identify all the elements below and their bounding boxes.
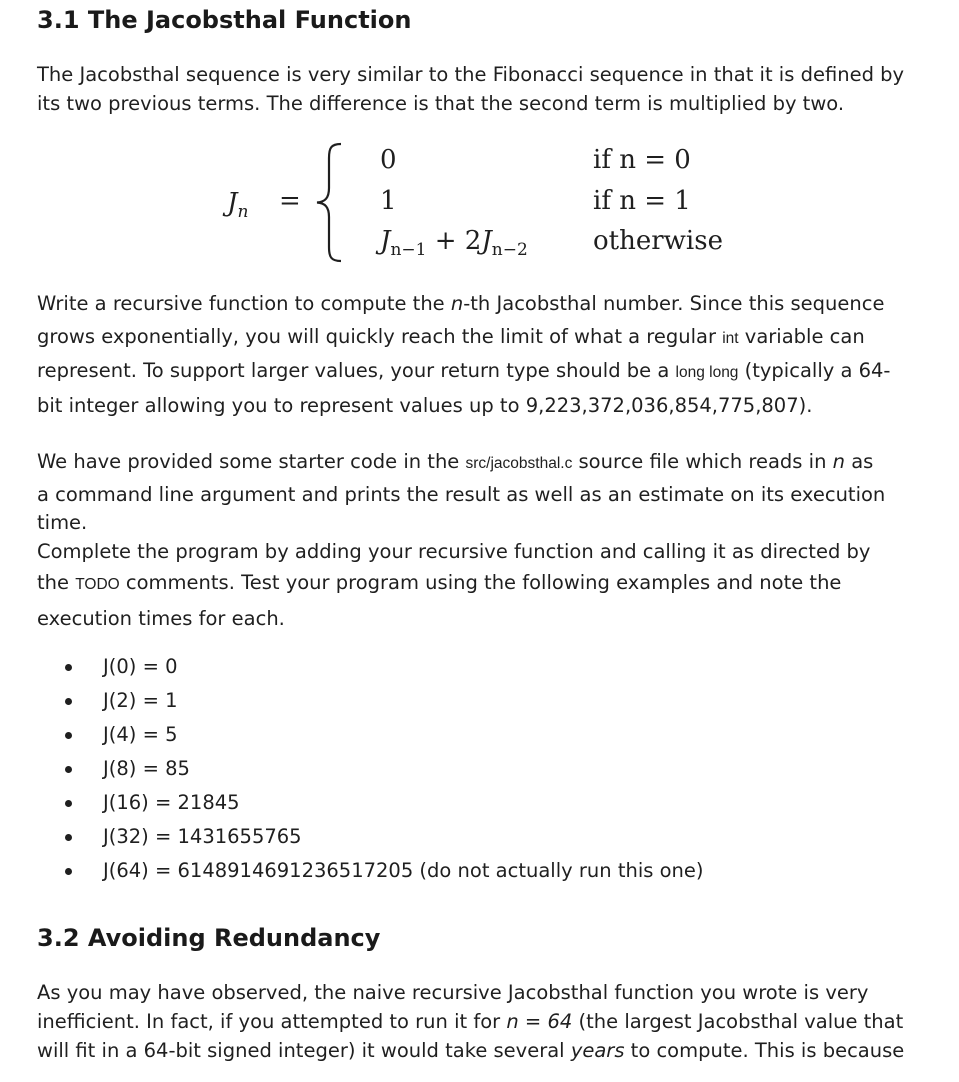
- list-item: J(64) = 6148914691236517205 (do not actually run this one): [65, 856, 704, 890]
- list-item: J(32) = 1431655765: [65, 822, 704, 856]
- bullet-icon: [65, 664, 72, 671]
- bullet-icon: [65, 868, 72, 875]
- case2-value: 1: [380, 186, 397, 216]
- intro-paragraph: The Jacobsthal sequence is very similar to the Fibonacci sequence in that it is defined by its two previous terms. The difference is that the second term is multiplied by two.: [37, 63, 905, 115]
- list-item: J(16) = 21845: [65, 788, 704, 822]
- code-todo: TODO: [75, 576, 120, 593]
- list-item: J(0) = 0: [65, 652, 704, 686]
- equation-equals: =: [279, 186, 301, 216]
- list-item: J(2) = 1: [65, 686, 704, 720]
- case3-value: $J_{n-1} + 2J_{n-2}$: [380, 226, 528, 261]
- bullet-icon: [65, 732, 72, 739]
- list-item: J(4) = 5: [65, 720, 704, 754]
- section-heading-jacobsthal: 3.1 The Jacobsthal Function: [37, 6, 412, 34]
- equation-lhs: $J_n$: [227, 188, 249, 223]
- case1-value: 0: [380, 145, 397, 175]
- bullet-icon: [65, 766, 72, 773]
- left-brace-icon: [307, 140, 347, 265]
- code-long-long: long long: [675, 364, 739, 381]
- bullet-icon: [65, 800, 72, 807]
- case2-condition: if n = 1: [593, 186, 691, 216]
- bullet-icon: [65, 834, 72, 841]
- examples-list: [65, 652, 704, 890]
- bullet-icon: [65, 698, 72, 705]
- redundancy-paragraph: As you may have observed, the naive recursive Jacobsthal function you wrote is very inefficient. In fact, if you attempted to run it for n = 64 (the largest Jacobsthal value that will fit in a 64-bit signed integer) it would take several years to compute. This is because: [37, 981, 905, 1062]
- case3-condition: otherwise: [593, 226, 723, 256]
- jacobsthal-equation: [227, 140, 747, 270]
- code-int: int: [722, 329, 739, 347]
- recursive-function-paragraph: Write a recursive function to compute the n-th Jacobsthal number. Since this sequence grows exponentially, you will quickly reach the limit of what a regular int variable can represent. To support larger values, your return type should be a long long (typically a 64- bit integer allowing you to represent values up to 9,223,372,036,854,775,807).: [37, 292, 891, 417]
- section-heading-avoiding-redundancy: 3.2 Avoiding Redundancy: [37, 924, 381, 952]
- complete-program-paragraph: Complete the program by adding your recursive function and calling it as directed by the TODO comments. Test your program using the following examples and note the execution times for each.: [37, 540, 871, 630]
- list-item: J(8) = 85: [65, 754, 704, 788]
- starter-code-paragraph: We have provided some starter code in the src/jacobsthal.c source file which reads in n as a command line argument and prints the result as well as an estimate on its execution time.: [37, 450, 886, 534]
- case1-condition: if n = 0: [593, 145, 691, 175]
- code-source-file: src/jacobsthal.c: [465, 455, 573, 472]
